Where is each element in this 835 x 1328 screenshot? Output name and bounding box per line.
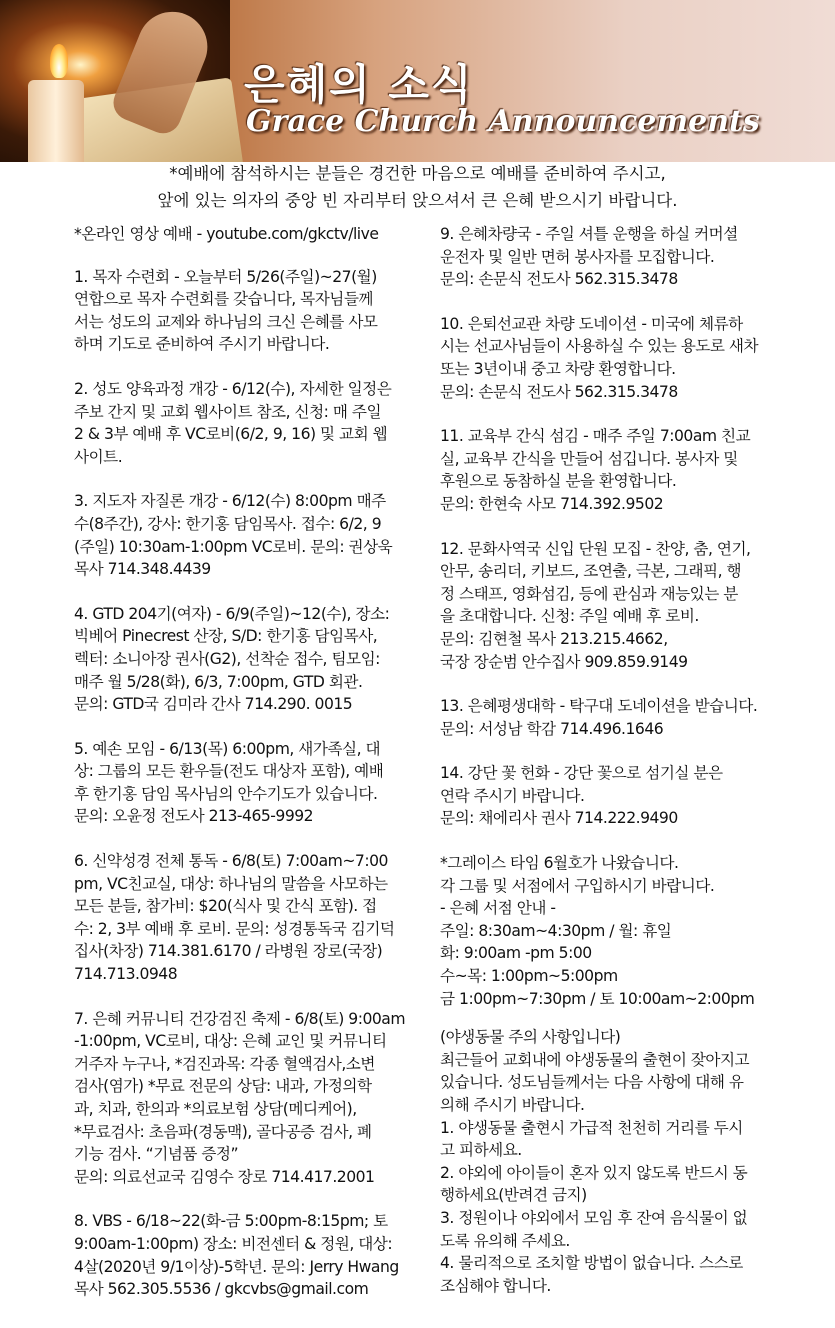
candle-image: [28, 80, 84, 162]
announcement-item: 7. 은혜 커뮤니티 건강검진 축제 - 6/8(토) 9:00am -1:00pm, VC로비, 대상: 은혜 교인 및 커뮤니티 거주자 누구나, *검진과목: 각종 혈액검사,소변 검사(염가) *무료 전문의 상담: 내과, 가정의학 과, 치과, 한의과 *의료보험 상담(메디케어), *무료검사: 초음파(경동맥), 골다공증 검사, 폐 기능 검사. “기념품 증정” 문의: 의료선교국 김영수 장로 714.417.2001: [74, 1009, 406, 1186]
announcement-item: 6. 신약성경 전체 통독 - 6/8(토) 7:00am~7:00 pm, VC친교실, 대상: 하나님의 말씀을 사모하는 모든 분들, 참가비: $20(식사 및 간식 포함). 접 수: 2, 3부 예배 후 로비. 문의: 성경통독국 김기덕 집사(차장) 714.381.6170 / 라병원 장로(국장) 714.713.0948: [74, 852, 395, 984]
notice-line-1: *예배에 참석하시는 분들은 경건한 마음으로 예배를 준비하여 주시고,: [169, 164, 666, 183]
announcement-item: 3. 지도자 자질론 개강 - 6/12(수) 8:00pm 매주 수(8주간), 강사: 한기홍 담임목사. 접수: 6/2, 9 (주일) 10:30am-1:00pm VC로비. 문의: 권상욱 목사 714.348.4439: [74, 492, 393, 579]
announcement-item: 2. 성도 양육과정 개강 - 6/12(수), 자세한 일정은 주보 간지 및 교회 웹사이트 참조, 신청: 매 주일 2 & 3부 예배 후 VC로비(6/2, 9, 16) 및 교회 웹 사이트.: [74, 379, 392, 466]
page-title: 은혜의 소식: [244, 60, 474, 109]
announcement-item: 4. GTD 204기(여자) - 6/9(주일)~12(수), 장소: 빅베어 Pinecrest 산장, S/D: 한기홍 담임목사, 렉터: 소니아장 권사(G2), 선착순 접수, 팀모임: 매주 월 5/28(화), 6/3, 7:00pm, GTD 회관. 문의: GTD국 김미라 간사 714.290. 0015: [74, 604, 390, 714]
praying-hands-candle-photo: [0, 0, 230, 162]
announcements-right-column: [440, 223, 795, 1319]
worship-notice: [0, 160, 835, 214]
announcement-item: 10. 은퇴선교관 차량 도네이션 - 미국에 체류하 시는 선교사님들이 사용하실 수 있는 용도로 새차 또는 3년이내 중고 차량 환영합니다. 문의: 손문식 전도사 562.315.3478: [440, 314, 759, 401]
announcement-item: 8. VBS - 6/18~22(화-금 5:00pm-8:15pm; 토 9:00am-1:00pm) 장소: 비전센터 & 정원, 대상: 4살(2020년 9/1이상)-5학년. 문의: Jerry Hwang 목사 562.305.5536 / gkcvbs@gmail.com: [74, 1212, 399, 1299]
wildlife-caution-notice: (야생동물 주의 사항입니다) 최근들어 교회내에 야생동물의 출현이 잦아지고 있습니다. 성도님들께서는 다음 사항에 대해 유 의해 주시기 바랍니다. 1. 야생동물 출현시 가급적 천천히 거리를 두시 고 피하세요. 2. 야외에 아이들이 혼자 있지 않도록 반드시 동 행하세요(반려견 금지) 3. 정원이나 야외에서 모임 후 잔여 음식물이 없 도록 유의해 주세요. 4. 물리적으로 조치할 방법이 없습니다. 스스로 조심해야 합니다.: [440, 1028, 750, 1295]
announcement-item: 13. 은혜평생대학 - 탁구대 도네이션을 받습니다. 문의: 서성남 학감 714.496.1646: [440, 697, 758, 738]
header-banner: [0, 0, 835, 162]
grace-time-bookstore-notice: *그레이스 타임 6월호가 나왔습니다. 각 그룹 및 서점에서 구입하시기 바랍니다. - 은혜 서점 안내 - 주일: 8:30am~4:30pm / 월: 휴일 화: 9:00am -pm 5:00 수~목: 1:00pm~5:00pm 금 1:00pm~7:30pm / 토 10:00am~2:00pm: [440, 854, 755, 1008]
announcement-item: 12. 문화사역국 신입 단원 모집 - 찬양, 춤, 연기, 안무, 송리더, 키보드, 조연출, 극본, 그래픽, 행 정 스태프, 영화섬김, 등에 관심과 재능있는 분 을 초대합니다. 신청: 주일 예배 후 로비. 문의: 김현철 목사 213.215.4662, 국장 장순범 안수집사 909.859.9149: [440, 539, 751, 671]
announcements-left-column: [74, 223, 430, 1323]
notice-line-2: 앞에 있는 의자의 중앙 빈 자리부터 앉으셔서 큰 은혜 받으시기 바랍니다.: [157, 191, 678, 210]
announcement-item: 5. 예손 모임 - 6/13(목) 6:00pm, 새가족실, 대 상: 그룹의 모든 환우들(전도 대상자 포함), 예배 후 한기홍 담임 목사님의 안수기도가 있습니다. 문의: 오윤정 전도사 213-465-9992: [74, 739, 384, 826]
page-subtitle: Grace Church Announcements: [246, 104, 760, 139]
announcement-item: 11. 교육부 간식 섬김 - 매주 주일 7:00am 친교 실, 교육부 간식을 만들어 섬깁니다. 봉사자 및 후원으로 동참하실 분을 환영합니다. 문의: 한현숙 사모 714.392.9502: [440, 427, 751, 513]
announcement-item: 9. 은혜차량국 - 주일 셔틀 운행을 하실 커머셜 운전자 및 일반 면허 봉사자를 모집합니다. 문의: 손문식 전도사 562.315.3478: [440, 225, 738, 289]
candle-flame-icon: [50, 44, 68, 78]
announcement-item: 1. 목자 수련회 - 오늘부터 5/26(주일)~27(월) 연합으로 목자 수련회를 갖습니다, 목자님들께 서는 성도의 교제와 하나님의 크신 은혜를 사모 하며 기도로 준비하여 주시기 바랍니다.: [74, 267, 378, 354]
announcement-item: 14. 강단 꽃 헌화 - 강단 꽃으로 섬기실 분은 연락 주시기 바랍니다. 문의: 채에리사 권사 714.222.9490: [440, 764, 723, 828]
announcement-online-worship: *온라인 영상 예배 - youtube.com/gkctv/live: [74, 225, 379, 243]
